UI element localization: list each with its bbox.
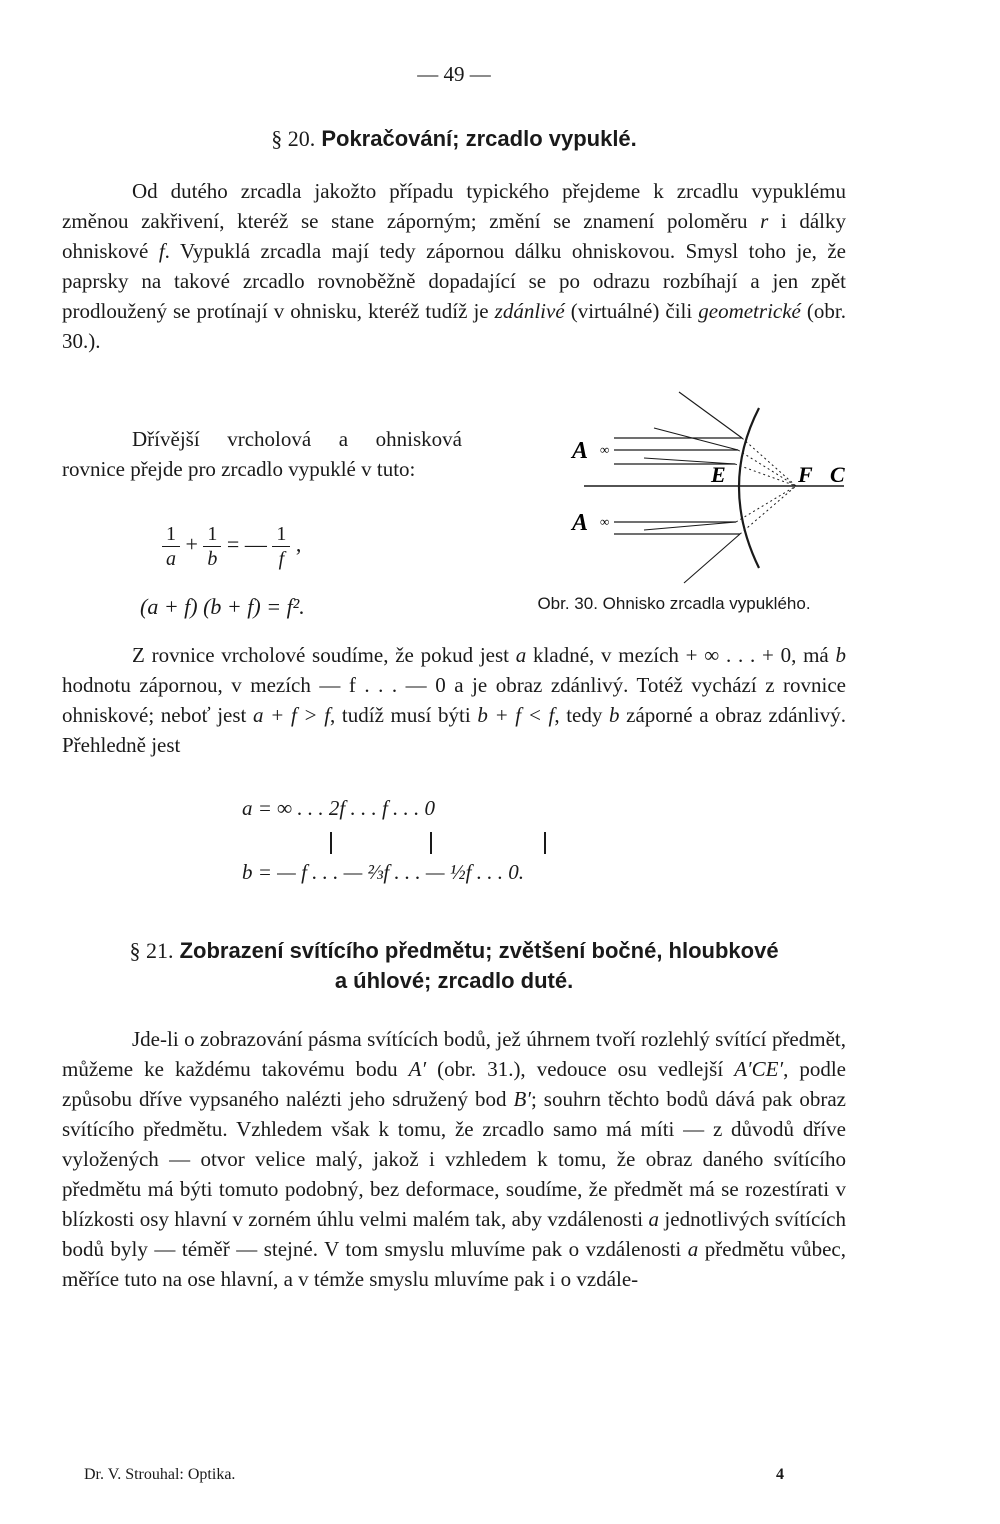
var-a: a [648, 1207, 659, 1231]
text-run: (obr. 30.). [62, 299, 846, 353]
text-run: . Vypuklá zrcadla mají tedy zápornou dálku ohniskovou. Smysl toho je, že paprsky na takové zrcadlo rovnoběžně dopadající se po odrazu rozbíhají a jen zpět prodloužený se protínají v ohnisku, kteréž tudíž je [62, 239, 847, 323]
text-run: předmětu vůbec, měříce tuto na ose hlavní, a v témže smyslu mluvíme pak i o vzdále- [62, 1237, 847, 1291]
reflected-ray [679, 392, 742, 438]
label-A-top: A [572, 438, 589, 464]
text-run: , tedy [554, 703, 610, 727]
numerator: 1 [162, 522, 180, 547]
text-run: (obr. 31.), vedouce osu vedlejší [426, 1057, 735, 1081]
numerator: 1 [203, 522, 221, 547]
equals-minus: = — [226, 531, 267, 557]
text-run: , podle způsobu dříve vypsaného nalézti jeho sdružený bod [62, 1057, 847, 1111]
equation-vertex [162, 522, 301, 571]
text-run: hodnotu zápornou, v mezích — f . . . — 0 a je obraz zdánlivý. Totéž vychází z rovnice ohniskové; neboť jest [62, 673, 846, 727]
mirror-arc [739, 408, 759, 568]
label-E: E [711, 462, 726, 487]
var-a: a [515, 643, 527, 667]
convex-mirror-diagram [514, 378, 854, 588]
term-geometricke: geometrické [698, 299, 801, 323]
footer-author-title: Dr. V. Strouhal: Optika. [84, 1466, 236, 1483]
figure-caption: Obr. 30. Ohnisko zrcadla vypuklého. [537, 594, 811, 613]
inequality-1: a + f > f [253, 703, 331, 727]
axis-ACE: A′CE′ [734, 1057, 784, 1081]
connector-bar [330, 832, 332, 854]
table-row-b: b = — f . . . — ⅔f . . . — ½f . . . 0. [242, 860, 524, 884]
var-r: r [760, 209, 769, 233]
table-row-a: a = ∞ . . . 2f . . . f . . . 0 [242, 796, 436, 820]
denominator: f [278, 548, 285, 570]
section-21-heading [62, 938, 846, 994]
paragraph-analysis [62, 640, 846, 760]
text-run: kladné, v mezích + ∞ . . . + 0, má [526, 643, 836, 667]
connector-bar [430, 832, 432, 854]
figure-30 [514, 378, 854, 593]
reflected-ray [644, 522, 736, 530]
section-title-line2: a úhlové; zrcadlo duté. [334, 968, 574, 993]
text-run: , tudíž musí býti [330, 703, 478, 727]
fraction-1-f [272, 522, 290, 571]
reflected-ray [654, 428, 738, 450]
fraction-1-a [162, 522, 180, 571]
section-title: Pokračování; zrcadlo vypuklé. [321, 126, 637, 151]
numerator: 1 [272, 522, 290, 547]
text-run: záporné a obraz zdánlivý. Přehledně jest [62, 703, 847, 757]
text-run: Od dutého zrcadla jakožto případu typického přejdeme k zrcadlu vypuklému změnou zakřivení, kteréž se stane záporným; změní se znamení poloměru [62, 179, 846, 233]
var-A-prime: A′ [408, 1057, 427, 1081]
var-f: f [158, 239, 165, 263]
inequality-2: b + f < f [477, 703, 555, 727]
reflected-ray [684, 534, 740, 583]
footer-signature-number: 4 [776, 1466, 784, 1483]
var-a: a [687, 1237, 699, 1261]
paragraph-section-21 [62, 1024, 846, 1294]
text-run: Jde-li o zobrazování pásma svítících bodů, jež úhrnem tvoří rozlehlý svítící předmět, můžeme ke každému takovému bodu [62, 1027, 846, 1081]
label-inf-bottom: ∞ [600, 514, 610, 529]
section-title-line1: Zobrazení svítícího předmětu; zvětšení bočné, hloubkové [179, 938, 779, 963]
fraction-1-b [203, 522, 221, 571]
label-A-bottom: A [572, 510, 589, 536]
denominator: b [207, 548, 218, 570]
section-number: § 20. [271, 126, 316, 151]
plus-sign: + [185, 531, 198, 557]
label-inf-top: ∞ [600, 442, 610, 457]
connector-bar [544, 832, 546, 854]
section-number: § 21. [129, 938, 174, 963]
page-number: — 49 — [417, 62, 491, 86]
section-20-heading [62, 126, 846, 152]
text-run: i dálky ohniskové [62, 209, 846, 263]
label-F: F [798, 462, 813, 487]
var-b: b [609, 703, 620, 727]
text-run: jednotlivých svítících bodů byly — téměř — stejné. V tom smyslu mluvíme pak o vzdálenosti [62, 1207, 846, 1261]
page-footer [84, 1466, 784, 1484]
denominator: a [166, 548, 176, 570]
page [62, 0, 846, 1524]
term-zdanlive: zdánlivé [494, 299, 565, 323]
paragraph-equation-intro: Dřívější vrcholová a ohnisková rovnice přejde pro zrcadlo vypuklé v tuto: [62, 427, 462, 481]
comma: , [295, 531, 302, 557]
text-run: ; souhrn těchto bodů dává pak obraz svítícího předmětu. Vzhledem však k tomu, že zrcadlo samo má míti — z důvodů dříve vyložených — otvor velice malý, jakož i vzhledem k tomu, že obraz daného svítícího předmětu má býti tomuto podobný, bez deformace, soudíme, že předmět má se rozestírati v blízkosti osy hlavní v zorném úhlu velmi malém tak, aby vzdálenosti [62, 1087, 846, 1231]
var-b: b [835, 643, 847, 667]
var-B-prime: B′ [513, 1087, 531, 1111]
equation-focal: (a + f) (b + f) = f². [140, 594, 305, 619]
label-C: C [830, 462, 845, 487]
paragraph-intro [62, 176, 846, 356]
text-run: Z rovnice vrcholové soudíme, že pokud jest [132, 643, 516, 667]
text-run: (virtuálné) čili [564, 299, 699, 323]
